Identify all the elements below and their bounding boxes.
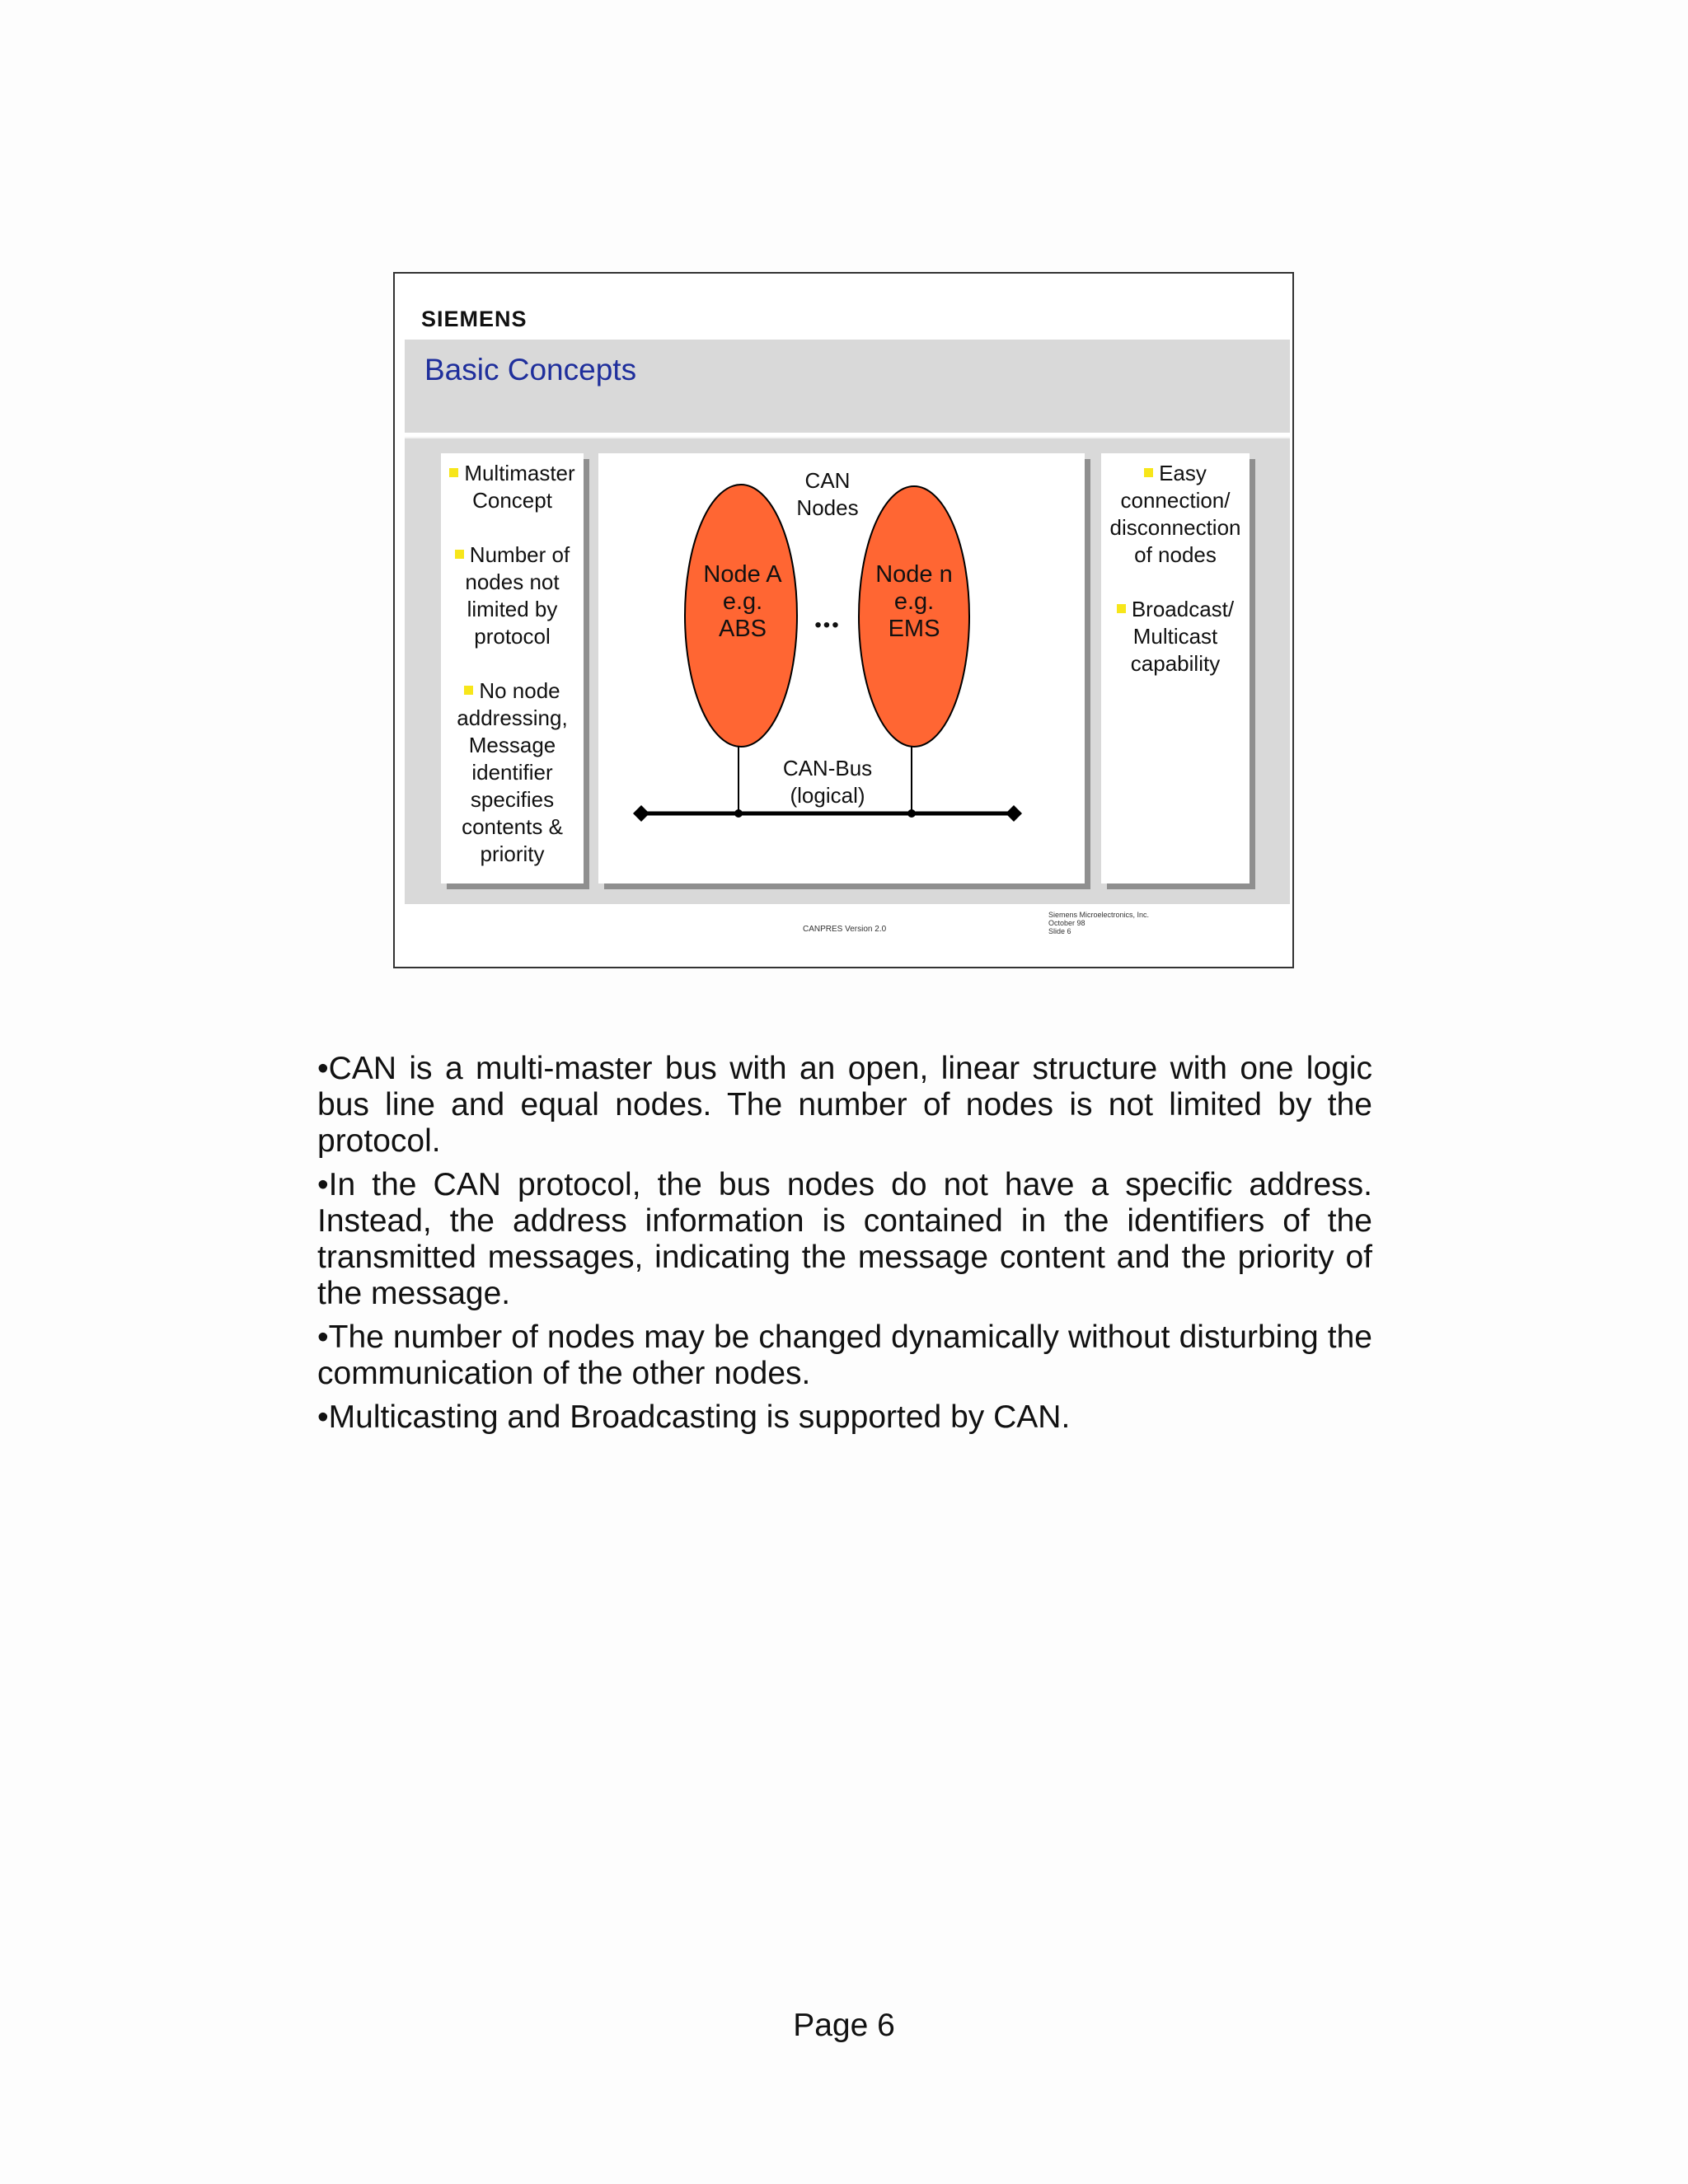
ellipsis-dots: ••• xyxy=(814,614,841,636)
slide-title: Basic Concepts xyxy=(424,353,637,387)
node-a-junction xyxy=(734,809,743,818)
bullet-icon xyxy=(1144,468,1153,477)
slide-footer-info: Siemens Microelectronics, Inc. October 98 Slide 6 xyxy=(1048,911,1150,935)
title-band xyxy=(405,340,1290,433)
slide xyxy=(393,272,1294,968)
node-a-line3: ABS xyxy=(718,616,767,642)
body-text xyxy=(317,1051,1372,1443)
body-paragraph: •In the CAN protocol, the bus nodes do not have a specific address. Instead, the address information is contained in the identifiers of the transmitted messages, indicating the message content and the priority of the message. xyxy=(317,1167,1372,1311)
bullet-icon xyxy=(464,686,473,695)
slide-footer-version: CANPRES Version 2.0 xyxy=(803,925,887,934)
can-bus-diagram xyxy=(598,453,1085,883)
body-paragraph: •CAN is a multi-master bus with an open, linear structure with one logic bus line and equal nodes. The number of nodes is not limited by the protocol. xyxy=(317,1051,1372,1159)
body-paragraph: •Multicasting and Broadcasting is supported by CAN. xyxy=(317,1399,1071,1435)
left-panel xyxy=(441,453,584,883)
left-panel-item: No node addressing, Message identifier specifies contents & priority xyxy=(457,678,568,866)
right-panel xyxy=(1101,453,1250,883)
bullet-icon xyxy=(1117,604,1126,613)
left-panel-item: Number of nodes not limited by protocol xyxy=(441,541,584,650)
right-panel-item: Broadcast/ Multicast capability xyxy=(1101,596,1250,677)
node-n-junction xyxy=(907,809,916,818)
bullet-icon xyxy=(455,550,464,559)
bus-end-left xyxy=(633,805,649,822)
nodes-label-line2: Nodes xyxy=(796,495,859,520)
node-n-line1: Node n xyxy=(875,561,953,588)
node-n-line2: e.g. xyxy=(893,588,935,615)
bullet-icon xyxy=(449,468,458,477)
bus-label-line2: (logical) xyxy=(790,783,865,808)
node-a-line2: e.g. xyxy=(722,588,763,615)
left-panel-item: Multimaster Concept xyxy=(441,460,584,514)
body-paragraph: •The number of nodes may be changed dynamically without disturbing the communication of the other nodes. xyxy=(317,1319,1372,1391)
right-panel-item: Easy connection/ disconnection of nodes xyxy=(1109,461,1241,567)
diagram-panel xyxy=(598,453,1085,883)
node-a-line1: Node A xyxy=(703,561,782,588)
brand-logo: SIEMENS xyxy=(421,307,528,331)
bus-end-right xyxy=(1006,805,1022,822)
node-n-line3: EMS xyxy=(888,616,940,642)
bus-label-line1: CAN-Bus xyxy=(782,756,873,780)
page-number: Page 6 xyxy=(793,2008,895,2043)
nodes-label-line1: CAN xyxy=(804,468,851,493)
